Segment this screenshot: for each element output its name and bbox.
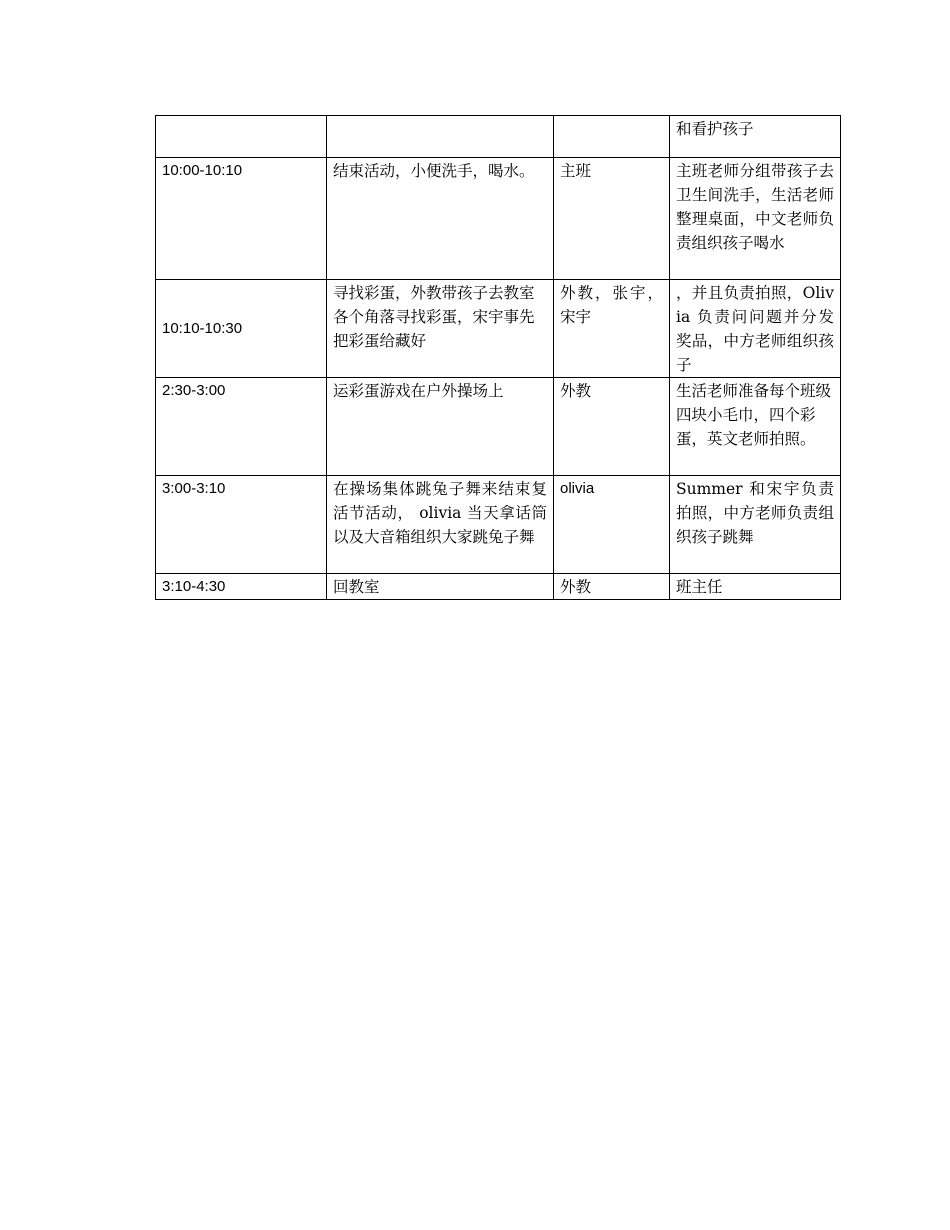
notes-cell: 班主任 <box>670 574 841 600</box>
activity-cell <box>327 116 554 158</box>
activity-cell: 寻找彩蛋，外教带孩子去教室各个角落寻找彩蛋，宋宇事先把彩蛋给藏好 <box>327 280 554 378</box>
lead-cell: 外教 <box>554 378 670 476</box>
notes-cell: Summer 和宋宇负责拍照，中方老师负责组织孩子跳舞 <box>670 476 841 574</box>
time-cell: 3:00-3:10 <box>156 476 327 574</box>
activity-cell: 结束活动，小便洗手，喝水。 <box>327 158 554 280</box>
table-row <box>156 280 841 378</box>
lead-cell: 外教 <box>554 574 670 600</box>
table-row <box>156 116 841 158</box>
time-cell: 2:30-3:00 <box>156 378 327 476</box>
schedule-table <box>155 115 841 600</box>
table-row <box>156 378 841 476</box>
table-row <box>156 158 841 280</box>
lead-cell: 外教，张宇，宋宇 <box>554 280 670 378</box>
lead-cell <box>554 116 670 158</box>
table-row <box>156 476 841 574</box>
activity-cell: 运彩蛋游戏在户外操场上 <box>327 378 554 476</box>
notes-cell: ，并且负责拍照，Olivia 负责问问题并分发奖品，中方老师组织孩子 <box>670 280 841 378</box>
table-row <box>156 574 841 600</box>
notes-cell: 生活老师准备每个班级四块小毛巾，四个彩蛋，英文老师拍照。 <box>670 378 841 476</box>
time-cell: 10:10-10:30 <box>156 280 327 378</box>
time-cell: 10:00-10:10 <box>156 158 327 280</box>
activity-cell: 在操场集体跳兔子舞来结束复活节活动， olivia 当天拿话筒以及大音箱组织大家跳兔子舞 <box>327 476 554 574</box>
notes-cell: 和看护孩子 <box>670 116 841 158</box>
lead-cell: 主班 <box>554 158 670 280</box>
activity-cell: 回教室 <box>327 574 554 600</box>
lead-cell: olivia <box>554 476 670 574</box>
time-cell: 3:10-4:30 <box>156 574 327 600</box>
notes-cell: 主班老师分组带孩子去卫生间洗手，生活老师整理桌面，中文老师负责组织孩子喝水 <box>670 158 841 280</box>
time-cell <box>156 116 327 158</box>
